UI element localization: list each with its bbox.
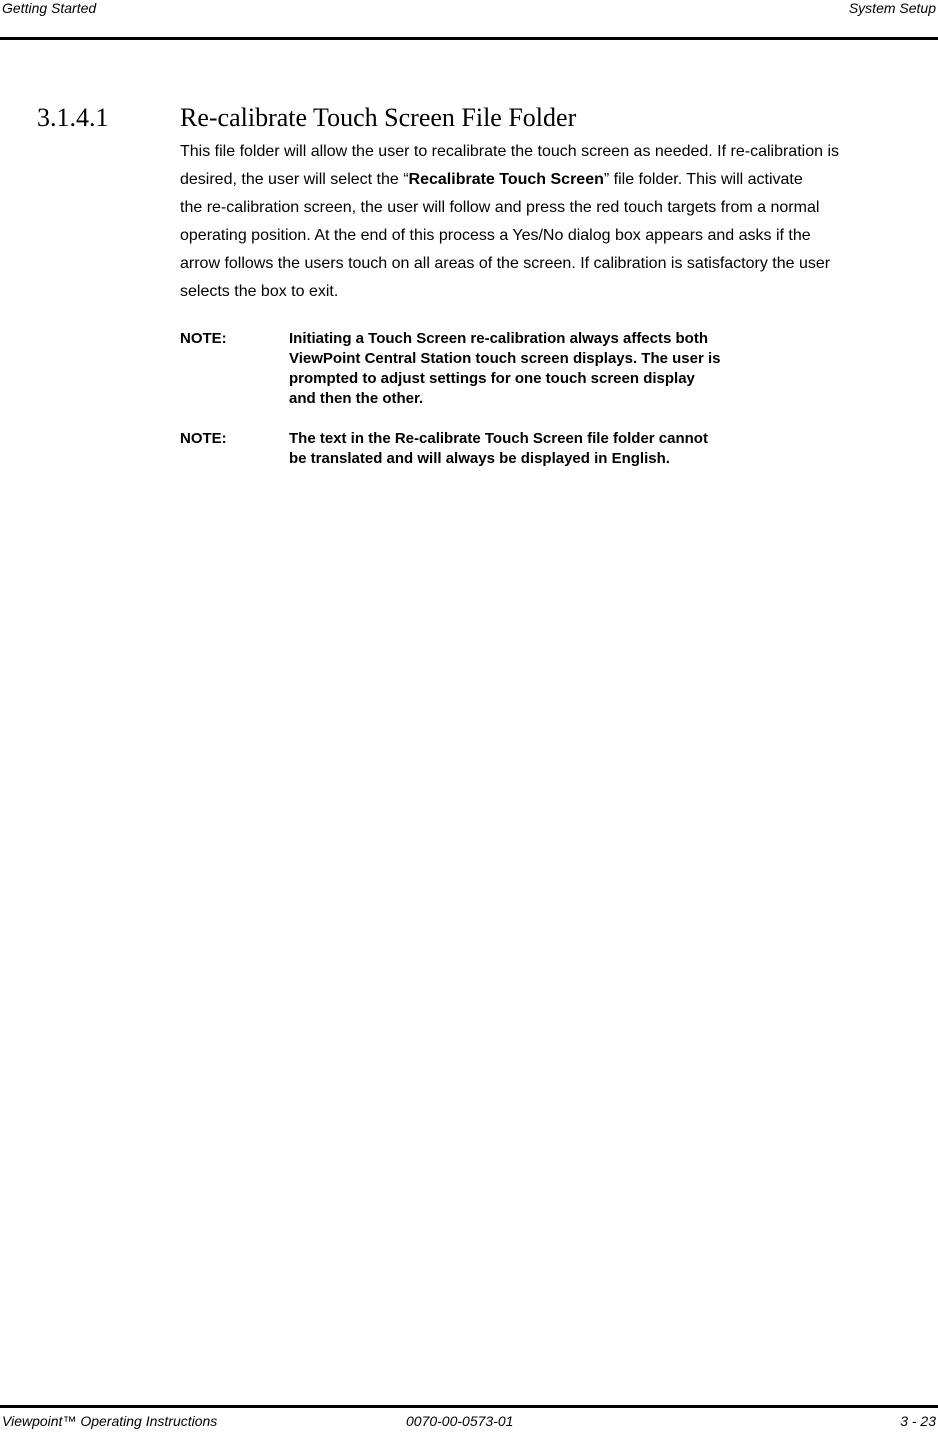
- body-text: desired, the user will select the “: [180, 171, 409, 188]
- header-rule: [0, 37, 938, 40]
- body-line: [180, 166, 905, 194]
- section-number: 3.1.4.1: [37, 103, 109, 132]
- note-line: prompted to adjust settings for one touch screen display: [289, 370, 695, 387]
- note-line: Initiating a Touch Screen re-calibration always affects both: [289, 330, 708, 347]
- note-line: be translated and will always be displayed in English.: [289, 450, 670, 467]
- header-section-title: System Setup: [848, 0, 936, 16]
- note-text: [289, 429, 809, 469]
- footer-part-number: 0070-00-0573-01: [406, 1413, 514, 1429]
- body-line: operating position. At the end of this process a Yes/No dialog box appears and asks if the: [180, 227, 811, 244]
- note-label: NOTE:: [180, 330, 227, 347]
- note-line: and then the other.: [289, 390, 424, 407]
- header-chapter-title: Getting Started: [2, 0, 97, 16]
- body-text: ” file folder. This will activate: [603, 171, 803, 188]
- body-line: selects the box to exit.: [180, 283, 339, 300]
- body-line: the re-calibration screen, the user will follow and press the red touch targets from a normal: [180, 199, 820, 216]
- folder-name-emphasis: Recalibrate Touch Screen: [408, 171, 604, 188]
- footer-document-title: Viewpoint™ Operating Instructions: [2, 1413, 218, 1429]
- body-line: This file folder will allow the user to recalibrate the touch screen as needed. If re-calibration is: [180, 143, 839, 160]
- note-line: The text in the Re-calibrate Touch Screen file folder cannot: [289, 430, 708, 447]
- note-text: [289, 329, 809, 409]
- body-paragraph: [180, 138, 905, 306]
- note-line: ViewPoint Central Station touch screen displays. The user is: [289, 350, 721, 367]
- note-label: NOTE:: [180, 430, 227, 447]
- footer-page-number: 3 - 23: [900, 1413, 936, 1429]
- body-line: arrow follows the users touch on all areas of the screen. If calibration is satisfactory the user: [180, 255, 831, 272]
- footer-rule: [0, 1405, 938, 1408]
- section-title: Re-calibrate Touch Screen File Folder: [180, 103, 577, 132]
